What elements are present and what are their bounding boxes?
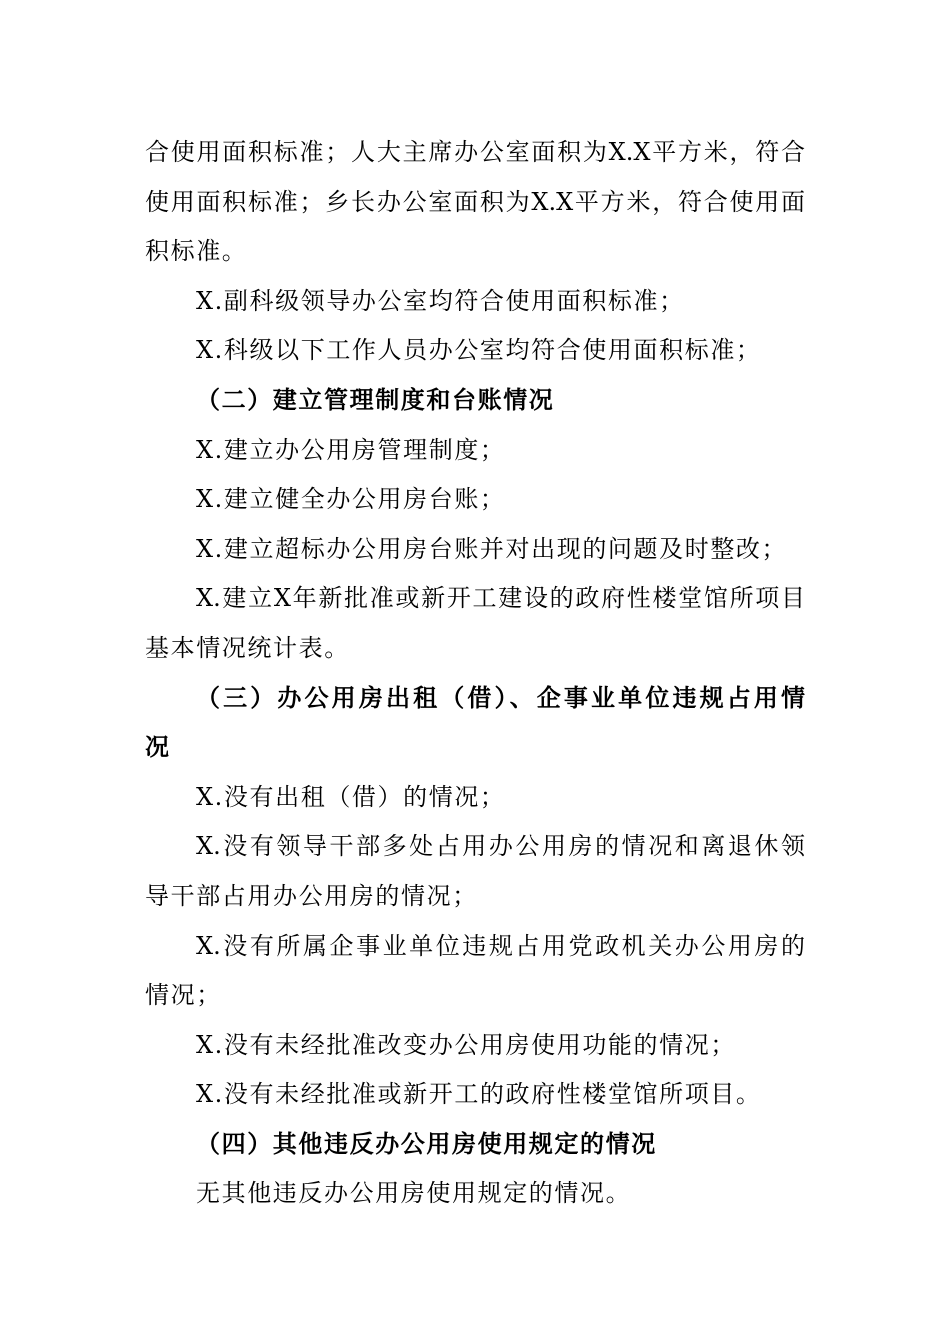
section-heading: （三）办公用房出租（借）、企事业单位违规占用情 (196, 683, 805, 712)
list-item: X.建立办公用房管理制度； (196, 435, 506, 464)
list-item-continuation: 情况； (145, 981, 222, 1010)
list-item: X.没有领导干部多处占用办公用房的情况和离退休领 (196, 832, 805, 861)
section-heading-continuation: 况 (145, 733, 171, 762)
list-item-continuation: 导干部占用办公用房的情况； (145, 881, 478, 910)
list-item: X.没有未经批准或新开工的政府性楼堂馆所项目。 (196, 1080, 762, 1109)
list-item: X.没有所属企事业单位违规占用党政机关办公用房的 (196, 931, 805, 960)
list-item: X.科级以下工作人员办公室均符合使用面积标准； (196, 336, 762, 365)
paragraph-line: 无其他违反办公用房使用规定的情况。 (196, 1179, 632, 1208)
document-page (145, 128, 805, 1219)
list-item-continuation: 基本情况统计表。 (145, 633, 350, 662)
section-heading: （四）其他违反办公用房使用规定的情况 (196, 1129, 657, 1158)
list-item: X.建立健全办公用房台账； (196, 485, 506, 514)
list-item: X.建立超标办公用房台账并对出现的问题及时整改； (196, 534, 788, 563)
paragraph-line: 积标准。 (145, 237, 248, 266)
section-heading: （二）建立管理制度和台账情况 (196, 385, 555, 414)
paragraph-line: 使用面积标准；乡长办公室面积为X.X平方米，符合使用面 (145, 187, 805, 216)
list-item: X.建立X年新批准或新开工建设的政府性楼堂馆所项目 (196, 584, 805, 613)
list-item: X.没有未经批准改变办公用房使用功能的情况； (196, 1030, 736, 1059)
paragraph-line: 合使用面积标准；人大主席办公室面积为X.X平方米，符合 (145, 138, 805, 166)
list-item: X.副科级领导办公室均符合使用面积标准； (196, 286, 685, 315)
list-item: X.没有出租（借）的情况； (196, 782, 506, 811)
